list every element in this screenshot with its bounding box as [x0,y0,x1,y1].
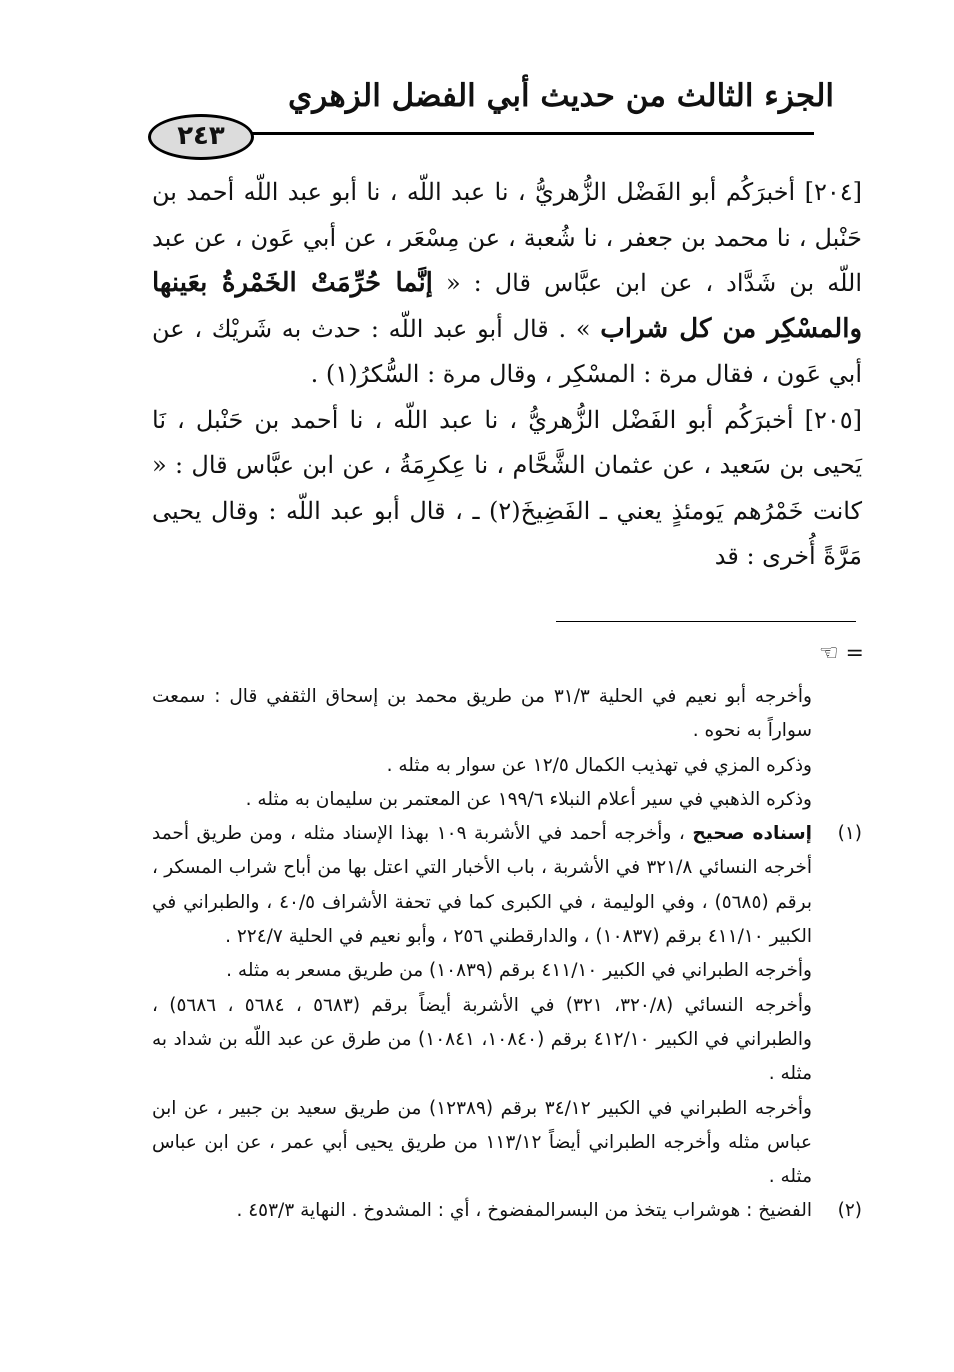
footnote-separator [556,621,856,622]
footnote-marker: (١) [837,823,862,845]
footnotes [152,680,862,1229]
footnote-1 [152,817,862,954]
isnad-text: أخبرَكُم أبو الفَضْل الزُّهريُّ ، نا عبد اللّه ، نا أبو عبد اللّه أحمد بن حَنْبل ، نا محمد بن جعفر ، نا شُعبة ، عن مِسْعَر ، عن أبي عَون ، عن عبد اللّه بن شَدَّاد ، عن ابن عبَّاس قال : « [152,178,863,297]
footnote-line: وأخرجه الطبراني في الكبير ٣٤/١٢ برقم (١٢٣٨٩) من طريق سعيد بن جبير ، عن ابن عباس مثله وأخرجه الطبراني أيضاً ١١٣/١٢ من طريق يحيى أبي عمر ، عن ابن عباس مثله . [152,1097,812,1188]
running-header: الجزء الثالث من حديث أبي الفضل الزهري [287,78,834,114]
footnote-line: وذكره المزي في تهذيب الكمال ١٢/٥ عن سوار به مثله . [386,754,812,776]
hadith-text: » . قال أبو عبد اللّه : حدث به شَريْك ، عن أبي عَون ، فقال مرة : المسْكِر ، وقال مرة : السُّكرُ(١) . [152,314,862,388]
footnote-body: الفضيخ : هوشراب يتخذ من البسرالمفضوخ ، أي : المشدوخ . النهاية ٤٥٣/٣ . [236,1200,812,1222]
footnote-2 [152,1194,862,1228]
hadith-number: [٢٠٤] [804,178,862,206]
footnote-line: وأخرجه الطبراني في الكبير ٤١١/١٠ برقم (١٠٨٣٩) من طريق مسعر به مثله . [226,960,812,982]
footnote-body [152,817,812,954]
hadith-number: [٢٠٥] [804,405,862,434]
continuation-mark: = ☜ [818,641,864,666]
footnote-line: وذكره الذهبي في سير أعلام النبلاء ١٩٩/٦ عن المعتمر بن سليمان به مثله . [245,788,812,810]
footnote-bold: إسناده صحيح [692,823,813,845]
page-number: ٢٤٣ [148,114,254,160]
footnote-marker: (٢) [837,1200,862,1222]
footnote-text: ، وأخرجه أحمد في الأشربة ١٠٩ بهذا الإسناد مثله ، ومن طريق أحمد أخرجه النسائي ٣٢١/٨ في الأشربة ، باب الأخبار التي اعتل بها من أباح شراب المسكر ، برقم (٥٦٨٥) ، وفي الوليمة ، في الكبرى كما في تحفة الأشراف ٤٠/٥ ، والطبراني في الكبير ٤١١/١٠ برقم (١٠٨٣٧) ، والدارقطني ٢٥٦ ، وأبو نعيم في الحلية ٢٢٤/٧ . [152,823,812,948]
footnote-line: وأخرجه أبو نعيم في الحلية ٣١/٣ من طريق محمد بن إسحاق الثقفي قال : سمعت سواراً به نحوه . [152,686,812,742]
matn-bold: إنَّما حُرِّمَتْ الخَمْرةُ بعَينها والمسْكِر من كل شراب [152,268,862,344]
footnote-line: وأخرجه النسائي (٣٢٠/٨، ٣٢١) في الأشربة أيضاً برقم (٥٦٨٣ ، ٥٦٨٤ ، ٥٦٨٦) ، والطبراني في الكبير ٤١٢/١٠ برقم (١٠٨٤٠، ١٠٨٤١) من طرق عن عبد اللّه بن شداد به مثله . [152,994,812,1085]
isnad-text: أخبرَكُم أبو الفَضْل الزُّهريُّ ، نا عبد اللّه ، نا أحمد بن حَنْبل ، نَا يَحيى بن سَعيد ، عن عثمان الشَّحَّام ، نا عِكرِمَةُ ، عن ابن عبَّاس قال : « كانت خَمْرُهم يَومئذٍ يعني ـ الفَضِيخَ(٢) ـ ، قال أبو عبد اللّه : وقال يحيى مَرَّةً أُخرى : قد [152,405,862,570]
main-text [152,170,862,580]
header-rule [232,132,814,135]
hadith-204 [152,170,862,398]
hadith-205 [152,398,862,580]
